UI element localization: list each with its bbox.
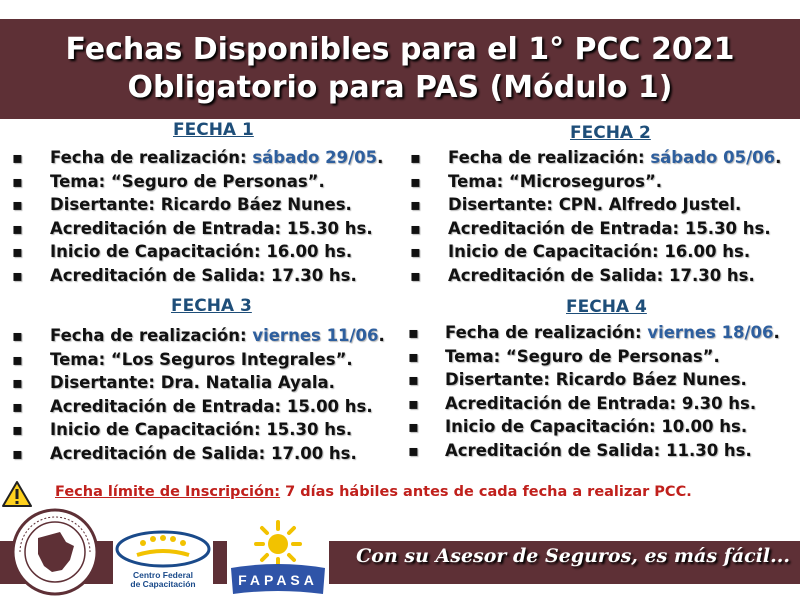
fecha-1-title: FECHA 1 (173, 120, 254, 140)
fecha-label: Fecha de realización: (445, 323, 648, 342)
bullet-icon: ▪ (12, 195, 23, 215)
bullet-icon: ▪ (12, 171, 23, 191)
tema-text: Tema: “Los Seguros Integrales”. (50, 349, 353, 369)
acreditacion-entrada-text: Acreditación de Entrada: 15.00 hs. (50, 396, 373, 416)
bullet-icon: ▪ (408, 370, 419, 390)
centro-federal-line-2: de Capacitación (130, 579, 196, 589)
bullet-icon: ▪ (12, 148, 23, 167)
bullet-icon: ▪ (408, 323, 419, 342)
bullet-icon: ▪ (410, 195, 421, 215)
acreditacion-salida-text: Acreditación de Salida: 17.00 hs. (50, 443, 357, 463)
fecha-3-block: FECHA 3 ▪ Fecha de realización: viernes 11/06. ▪ Tema: “Los Seguros Integrales”. ▪ Disertante: Dra. Natalia Ayala. ▪ Acreditación de Entrada: 15.00 hs. ▪ Inicio de Capacitación: 15.30 hs. ▪ Acreditación de Salida: 17.00 hs. (0, 296, 400, 468)
header-title-line-2: Obligatorio para PAS (Módulo 1) (127, 70, 673, 105)
bullet-icon: ▪ (408, 346, 419, 366)
header-banner (0, 19, 800, 119)
association-logo (8, 508, 102, 596)
centro-federal-emblem-icon (113, 529, 213, 569)
tema-text: Tema: “Microseguros”. (448, 171, 663, 191)
centro-federal-logo (113, 527, 213, 592)
acreditacion-entrada-text: Acreditación de Entrada: 15.30 hs. (50, 218, 373, 238)
acreditacion-salida-text: Acreditación de Salida: 17.30 hs. (50, 265, 357, 285)
acreditacion-entrada-text: Acreditación de Entrada: 15.30 hs. (448, 218, 771, 238)
bullet-icon: ▪ (12, 373, 23, 393)
inicio-text: Inicio de Capacitación: 16.00 hs. (448, 242, 751, 262)
warning-icon (2, 480, 32, 508)
disertante-text: Disertante: Ricardo Báez Nunes. (50, 195, 352, 215)
bullet-icon: ▪ (12, 326, 23, 345)
bullet-icon: ▪ (410, 218, 421, 238)
bullet-icon: ▪ (12, 443, 23, 463)
fapasa-logo (227, 520, 329, 598)
fecha-label: Fecha de realización: (50, 326, 253, 345)
bullet-icon: ▪ (12, 396, 23, 416)
header-title-line-1: Fechas Disponibles para el 1° PCC 2021 (65, 32, 735, 67)
deadline-notice (55, 484, 692, 500)
top-strip (0, 0, 800, 19)
footer-slogan: Con su Asesor de Seguros, es más fácil... (356, 545, 790, 567)
bullet-icon: ▪ (410, 242, 421, 262)
deadline-text: 7 días hábiles antes de cada fecha a realizar PCC. (280, 484, 692, 500)
fecha-3-title: FECHA 3 (171, 296, 252, 316)
disertante-text: Disertante: Dra. Natalia Ayala. (50, 373, 335, 393)
fecha-1-block: FECHA 1 ▪ Fecha de realización: sábado 29/05. ▪ Tema: “Seguro de Personas”. ▪ Disertante: Ricardo Báez Nunes. ▪ Acreditación de Entrada: 15.30 hs. ▪ Inicio de Capacitación: 16.00 hs. ▪ Acreditación de Salida: 17.30 hs. (0, 120, 400, 290)
bullet-icon: ▪ (12, 349, 23, 369)
bullet-icon: ▪ (12, 218, 23, 238)
fapasa-label: FAPASA (238, 572, 318, 588)
bullet-icon: ▪ (12, 242, 23, 262)
fecha-label: Fecha de realización: (50, 148, 253, 167)
acreditacion-entrada-text: Acreditación de Entrada: 9.30 hs. (445, 393, 757, 413)
bullet-icon: ▪ (410, 148, 421, 167)
fecha-date: viernes 18/06 (647, 323, 774, 342)
fecha-2-title: FECHA 2 (570, 123, 651, 143)
inicio-text: Inicio de Capacitación: 16.00 hs. (50, 242, 353, 262)
disertante-text: Disertante: Ricardo Báez Nunes. (445, 370, 747, 390)
bullet-icon: ▪ (410, 171, 421, 191)
fecha-4-title: FECHA 4 (566, 297, 647, 317)
bullet-icon: ▪ (408, 440, 419, 460)
bullet-icon: ▪ (12, 265, 23, 285)
inicio-text: Inicio de Capacitación: 10.00 hs. (445, 417, 748, 437)
centro-federal-line-1: Centro Federal (133, 570, 193, 580)
bullet-icon: ▪ (408, 417, 419, 437)
inicio-text: Inicio de Capacitación: 15.30 hs. (50, 420, 353, 440)
tema-text: Tema: “Seguro de Personas”. (445, 346, 720, 366)
fecha-date: sábado 05/06 (650, 148, 776, 167)
deadline-label: Fecha límite de Inscripción: (55, 484, 281, 500)
bullet-icon: ▪ (410, 265, 421, 285)
fecha-date: sábado 29/05 (252, 148, 378, 167)
fecha-4-block: FECHA 4 ▪ Fecha de realización: viernes 18/06. ▪ Tema: “Seguro de Personas”. ▪ Disertante: Ricardo Báez Nunes. ▪ Acreditación de Entrada: 9.30 hs. ▪ Inicio de Capacitación: 10.00 hs. ▪ Acreditación de Salida: 11.30 hs. (400, 297, 800, 467)
fecha-date: viernes 11/06 (252, 326, 379, 345)
bullet-icon: ▪ (12, 420, 23, 440)
tema-text: Tema: “Seguro de Personas”. (50, 171, 325, 191)
bullet-icon: ▪ (408, 393, 419, 413)
fecha-label: Fecha de realización: (448, 148, 651, 167)
acreditacion-salida-text: Acreditación de Salida: 11.30 hs. (445, 440, 752, 460)
disertante-text: Disertante: CPN. Alfredo Justel. (448, 195, 742, 215)
fecha-2-block: FECHA 2 ▪ Fecha de realización: sábado 05/06. ▪ Tema: “Microseguros”. ▪ Disertante: CPN. Alfredo Justel. ▪ Acreditación de Entrada: 15.30 hs. ▪ Inicio de Capacitación: 16.00 hs. ▪ Acreditación de Salida: 17.30 hs. (400, 123, 800, 293)
acreditacion-salida-text: Acreditación de Salida: 17.30 hs. (448, 265, 755, 285)
